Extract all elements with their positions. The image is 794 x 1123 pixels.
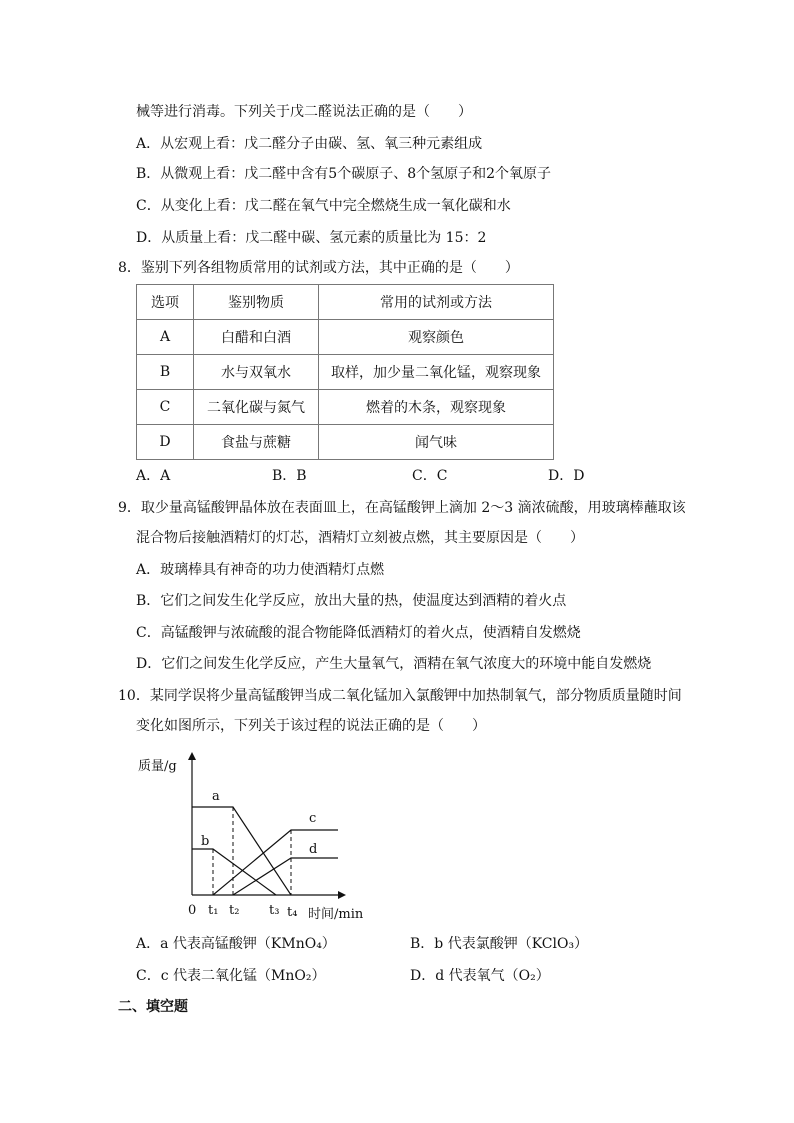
q8-choice-b: B．B bbox=[272, 468, 307, 484]
q9-option-a: A．玻璃棒具有神奇的功力使酒精灯点燃 bbox=[136, 562, 385, 578]
series-b-line bbox=[192, 849, 276, 895]
table-header: 选项 bbox=[137, 285, 194, 320]
q7-option-d: D．从质量上看：戊二醛中碳、氢元素的质量比为 15：2 bbox=[136, 230, 487, 246]
table-cell: 观察颜色 bbox=[319, 320, 554, 355]
series-d-label: d bbox=[309, 842, 318, 857]
tick-label-t4: t₄ bbox=[287, 905, 298, 920]
q7-stem-tail: 械等进行消毒。下列关于戊二醛说法正确的是（ ） bbox=[136, 104, 472, 120]
q8-choice-c: C．C bbox=[412, 468, 448, 484]
x-axis-arrow bbox=[338, 891, 346, 899]
table-cell: 白醋和白酒 bbox=[194, 320, 319, 355]
table-cell: 闻气味 bbox=[319, 425, 554, 460]
series-c-label: c bbox=[309, 811, 317, 826]
table-row bbox=[137, 390, 554, 425]
mass-time-graph bbox=[136, 752, 376, 924]
table-cell: 燃着的木条，观察现象 bbox=[319, 390, 554, 425]
origin-label: 0 bbox=[188, 903, 197, 918]
q8-choice-d: D．D bbox=[548, 468, 585, 484]
y-axis-arrow bbox=[188, 752, 196, 760]
q8-table bbox=[136, 284, 554, 460]
table-row bbox=[137, 425, 554, 460]
y-axis-label: 质量/g bbox=[138, 759, 177, 774]
table-cell: B bbox=[137, 355, 194, 390]
table-cell: 食盐与蔗糖 bbox=[194, 425, 319, 460]
table-cell: D bbox=[137, 425, 194, 460]
table-row bbox=[137, 320, 554, 355]
series-a-line bbox=[192, 807, 291, 895]
table-header: 常用的试剂或方法 bbox=[319, 285, 554, 320]
table-cell: A bbox=[137, 320, 194, 355]
q9-option-b: B．它们之间发生化学反应，放出大量的热，使温度达到酒精的着火点 bbox=[136, 593, 567, 609]
series-b-label: b bbox=[201, 834, 210, 849]
x-axis-label: 时间/min bbox=[308, 907, 364, 922]
q10-stem-line1: 10．某同学误将少量高锰酸钾当成二氧化锰加入氯酸钾中加热制氧气，部分物质质量随时间 bbox=[118, 688, 682, 704]
q7-option-b: B．从微观上看：戊二醛中含有5个碳原子、8个氢原子和2个氧原子 bbox=[136, 166, 552, 182]
q10-option-b: B．b 代表氯酸钾（KClO₃） bbox=[410, 936, 589, 952]
q10-stem-line2: 变化如图所示，下列关于该过程的说法正确的是（ ） bbox=[136, 718, 486, 734]
table-row bbox=[137, 355, 554, 390]
q9-option-d: D．它们之间发生化学反应，产生大量氧气，酒精在氧气浓度大的环境中能自发燃烧 bbox=[136, 656, 652, 672]
q7-option-c: C．从变化上看：戊二醛在氧气中完全燃烧生成一氧化碳和水 bbox=[136, 198, 511, 214]
section-title: 二、填空题 bbox=[118, 999, 188, 1015]
q8-stem: 8．鉴别下列各组物质常用的试剂或方法，其中正确的是（ ） bbox=[118, 260, 519, 276]
q10-option-a: A．a 代表高锰酸钾（KMnO₄） bbox=[136, 936, 336, 952]
table-cell: C bbox=[137, 390, 194, 425]
q7-option-a: A．从宏观上看：戊二醛分子由碳、氢、氧三种元素组成 bbox=[136, 136, 483, 152]
table-cell: 二氧化碳与氮气 bbox=[194, 390, 319, 425]
tick-label-t3: t₃ bbox=[269, 903, 280, 918]
q8-choice-a: A．A bbox=[136, 468, 171, 484]
q9-stem-line1: 9．取少量高锰酸钾晶体放在表面皿上，在高锰酸钾上滴加 2～3 滴浓硫酸，用玻璃棒蘸取该 bbox=[118, 500, 686, 516]
q9-option-c: C．高锰酸钾与浓硫酸的混合物能降低酒精灯的着火点，使酒精自发燃烧 bbox=[136, 625, 581, 641]
table-cell: 水与双氧水 bbox=[194, 355, 319, 390]
series-d-line bbox=[233, 858, 338, 895]
q9-stem-line2: 混合物后接触酒精灯的灯芯，酒精灯立刻被点燃，其主要原因是（ ） bbox=[136, 530, 584, 546]
tick-label-t2: t₂ bbox=[229, 903, 240, 918]
table-header: 鉴别物质 bbox=[194, 285, 319, 320]
series-a-label: a bbox=[212, 789, 220, 804]
q10-option-d: D．d 代表氧气（O₂） bbox=[410, 968, 550, 984]
q10-option-c: C．c 代表二氧化锰（MnO₂） bbox=[136, 968, 326, 984]
table-cell: 取样，加少量二氧化锰，观察现象 bbox=[319, 355, 554, 390]
table-header-row bbox=[137, 285, 554, 320]
tick-label-t1: t₁ bbox=[208, 903, 219, 918]
